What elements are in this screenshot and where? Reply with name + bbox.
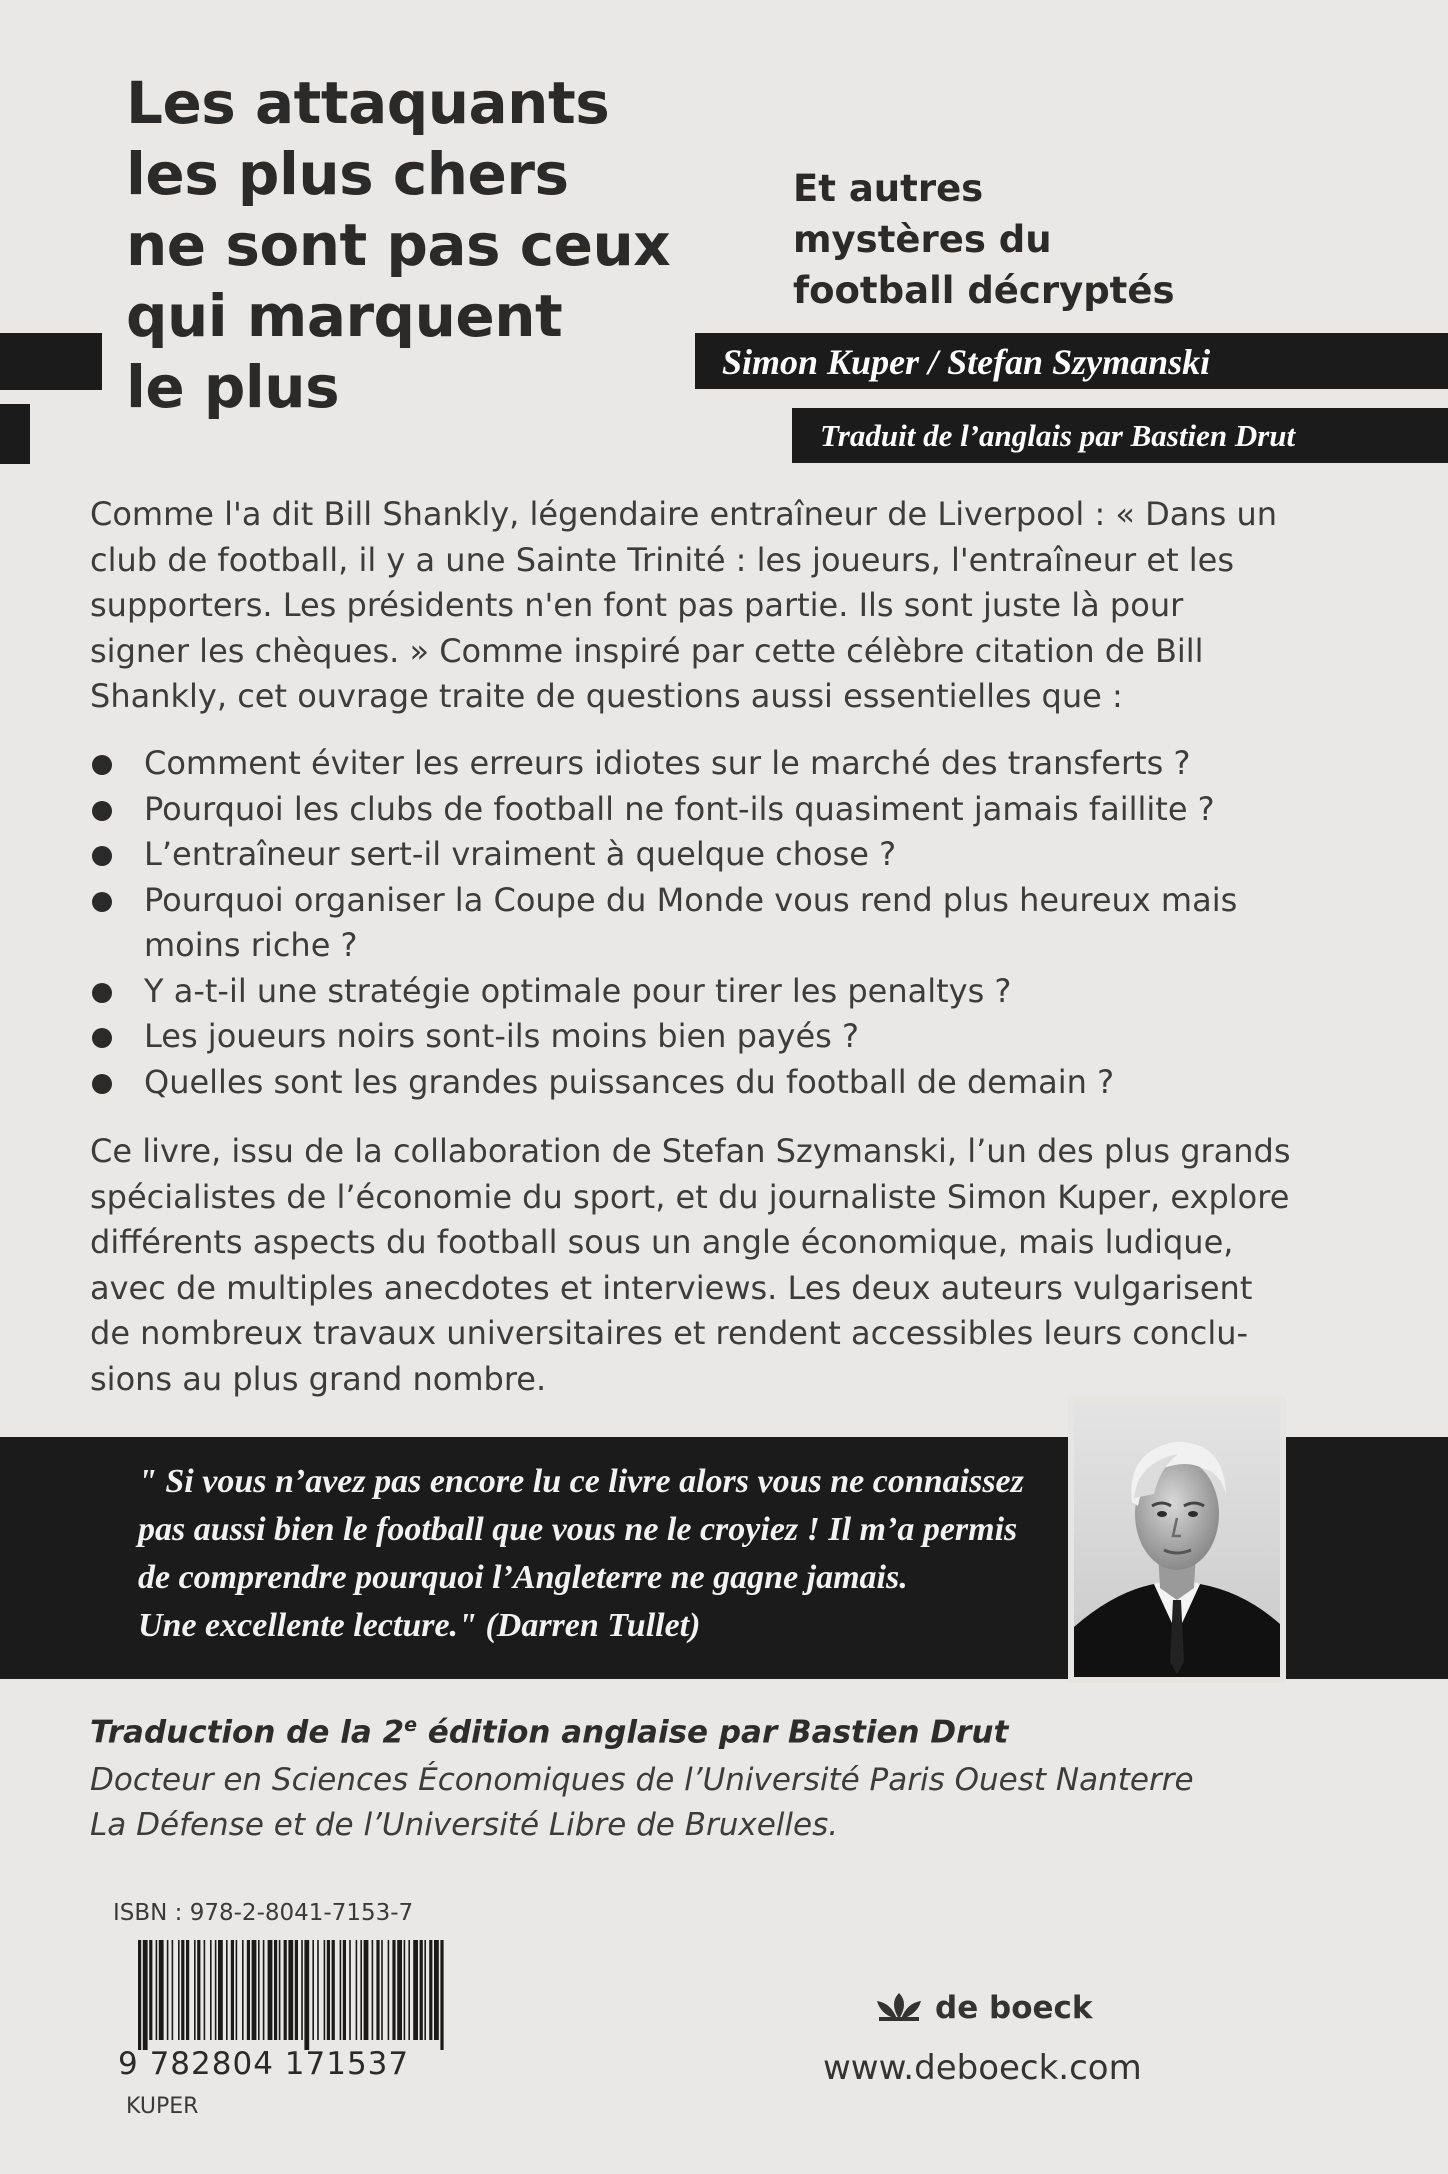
barcode-bar: [381, 1940, 383, 2040]
text-line: signer les chèques. » Comme inspiré par cette célèbre citation de Bill: [90, 631, 1204, 670]
translator-banner: [792, 408, 1448, 463]
barcode-bar: [304, 1940, 309, 2050]
barcode-bar: [167, 1940, 169, 2040]
barcode-bar: [252, 1940, 257, 2040]
barcode-bar: [242, 1940, 244, 2040]
title-line: le plus: [126, 353, 340, 421]
subtitle-line: mystères du: [793, 218, 1052, 261]
barcode-bar: [279, 1940, 281, 2040]
barcode-bar: [301, 1940, 303, 2040]
bullet-icon: [92, 983, 112, 1003]
portrait-illustration: [1074, 1402, 1280, 1677]
barcode-bar: [231, 1940, 234, 2040]
barcode-bar: [327, 1940, 330, 2040]
isbn: ISBN : 978-2-8041-7153-7: [113, 1900, 414, 1926]
publisher-url[interactable]: www.deboeck.com: [823, 2048, 1142, 2088]
bullet-icon: [92, 755, 112, 775]
text-line: La Défense et de l’Université Libre de Bruxelles.: [90, 1807, 839, 1843]
title-line: qui marquent: [126, 282, 563, 350]
subtitle-line: Et autres: [793, 167, 984, 210]
text-line: supporters. Les présidents n'en font pas partie. Ils sont juste là pour: [90, 586, 1184, 624]
barcode-bar: [312, 1940, 314, 2040]
testimonial-quote: [138, 1458, 1058, 1650]
barcode-bar: [210, 1940, 212, 2040]
barcode-bar: [181, 1940, 184, 2040]
authors-banner: [695, 333, 1448, 389]
barcode-bar: [274, 1940, 277, 2040]
description-paragraph: [90, 1129, 1350, 1402]
title-accent-bar: [0, 404, 30, 464]
barcode-bar: [236, 1940, 238, 2040]
list-item: Pourquoi organiser la Coupe du Monde vous rend plus heureux mais moins riche ?: [90, 878, 1370, 969]
barcode-bar: [413, 1940, 418, 2040]
barcode-bar: [440, 1940, 443, 2050]
barcode-bar: [332, 1940, 335, 2040]
bullet-icon: [92, 892, 112, 912]
text-line: spécialistes de l’économie du sport, et du journaliste Simon Kuper, explore: [90, 1177, 1290, 1216]
title-line: Les attaquants: [126, 69, 610, 137]
barcode-bar: [186, 1940, 189, 2040]
list-item: Pourquoi les clubs de football ne font-ils quasiment jamais faillite ?: [90, 787, 1370, 833]
text-line: de nombreux travaux universitaires et rendent accessibles leurs conclu-: [90, 1314, 1249, 1352]
barcode-bar: [324, 1940, 326, 2040]
barcode-bar: [172, 1940, 174, 2040]
barcode-bar: [268, 1940, 273, 2040]
title-line: les plus chers: [126, 140, 569, 208]
barcode-bar: [149, 1940, 152, 2040]
text-line: Docteur en Sciences Économiques de l’Université Paris Ouest Nanterre: [90, 1762, 1194, 1798]
barcode-bar: [295, 1940, 298, 2040]
text-line: sions au plus grand nombre.: [90, 1359, 547, 1398]
barcode-bar: [138, 1940, 141, 2050]
text-line: différents aspects du football sous un angle économique, mais ludique,: [90, 1223, 1234, 1261]
barcode-bar: [215, 1940, 217, 2040]
text-line: club de football, il y a une Sainte Trinité : les joueurs, l'entraîneur et les: [90, 540, 1235, 579]
barcode-bar: [288, 1940, 293, 2040]
barcode-bar: [434, 1940, 439, 2040]
barcode-bar: [156, 1940, 158, 2040]
translation-credit: Traduction de la 2e édition anglaise par Bastien Drut: [90, 1714, 1009, 1751]
barcode-bar: [340, 1940, 342, 2040]
barcode-bar: [258, 1940, 260, 2040]
barcode-bars: [138, 1940, 448, 2050]
text-line: Ce livre, issu de la collaboration de Stefan Szymanski, l’un des plus grands: [90, 1132, 1291, 1170]
text-line: Comme l'a dit Bill Shankly, légendaire entraîneur de Liverpool : « Dans un: [90, 495, 1278, 533]
list-item: Comment éviter les erreurs idiotes sur le marché des transferts ?: [90, 741, 1370, 787]
barcode-bar: [204, 1940, 206, 2040]
subtitle-line: football décryptés: [793, 269, 1175, 312]
quote-line: Une excellente lecture." (Darren Tullet): [138, 1607, 701, 1644]
translator-bio: [90, 1758, 1390, 1848]
bullet-icon: [92, 846, 112, 866]
barcode-bar: [397, 1940, 402, 2040]
list-item: L’entraîneur sert-il vraiment à quelque chose ?: [90, 832, 1370, 878]
shelf-label: KUPER: [126, 2094, 199, 2119]
barcode-bar: [392, 1940, 395, 2040]
text-line: avec de multiples anecdotes et interviews. Les deux auteurs vulgarisent: [90, 1268, 1253, 1307]
quote-line: " Si vous n’avez pas encore lu ce livre alors vous ne connaissez: [138, 1463, 1024, 1500]
barcode-bar: [218, 1940, 223, 2040]
barcode-bar: [408, 1940, 410, 2040]
list-item: Quelles sont les grandes puissances du football de demain ?: [90, 1060, 1370, 1106]
authors: Simon Kuper / Stefan Szymanski: [722, 342, 1211, 382]
barcode-bar: [317, 1940, 319, 2040]
text-line: Shankly, cet ouvrage traite de questions aussi essentielles que :: [90, 677, 1123, 715]
barcode-bar: [247, 1940, 250, 2040]
list-item: Les joueurs noirs sont-ils moins bien payés ?: [90, 1014, 1370, 1060]
barcode-bar: [343, 1940, 346, 2040]
list-item: Y a-t-il une stratégie optimale pour tirer les penaltys ?: [90, 969, 1370, 1015]
bullet-icon: [92, 801, 112, 821]
title-accent-bar: [0, 333, 102, 390]
barcode-bar: [284, 1940, 287, 2040]
barcode-digits: 9 782804 171537: [118, 2046, 410, 2082]
translator: Traduit de l’anglais par Bastien Drut: [820, 418, 1296, 453]
portrait-frame: [1068, 1396, 1286, 1683]
title-line: ne sont pas ceux: [126, 211, 671, 279]
barcode-bar: [197, 1940, 200, 2040]
bullet-icon: [92, 1074, 112, 1094]
publisher-name: de boeck: [935, 1990, 1093, 2026]
barcode-bar: [404, 1940, 406, 2040]
barcode-bar: [376, 1940, 379, 2040]
portrait-photo: [1074, 1402, 1280, 1677]
barcode-bar: [356, 1940, 358, 2040]
barcode-bar: [263, 1940, 265, 2040]
barcode-bar: [349, 1940, 351, 2040]
barcode-bar: [194, 1940, 196, 2040]
leaf-icon: [873, 1991, 925, 2029]
barcode-bar: [364, 1940, 369, 2040]
barcode-bar: [420, 1940, 423, 2040]
book-subtitle: [793, 163, 1313, 316]
barcode-bar: [159, 1940, 164, 2040]
publisher-logo: [873, 1990, 1093, 2029]
barcode-bar: [226, 1940, 228, 2040]
intro-paragraph: [90, 492, 1350, 720]
question-list: [90, 741, 1370, 1105]
barcode-bar: [360, 1940, 362, 2040]
quote-line: de comprendre pourquoi l’Angleterre ne gagne jamais.: [138, 1559, 908, 1596]
barcode-bar: [372, 1940, 374, 2040]
barcode-bar: [429, 1940, 432, 2040]
barcode-bar: [143, 1940, 148, 2050]
quote-line: pas aussi bien le football que vous ne le croyiez ! Il m’a permis: [138, 1511, 1018, 1548]
barcode-bar: [178, 1940, 180, 2040]
bullet-icon: [92, 1028, 112, 1048]
barcode-bar: [388, 1940, 390, 2040]
barcode-bar: [424, 1940, 426, 2040]
